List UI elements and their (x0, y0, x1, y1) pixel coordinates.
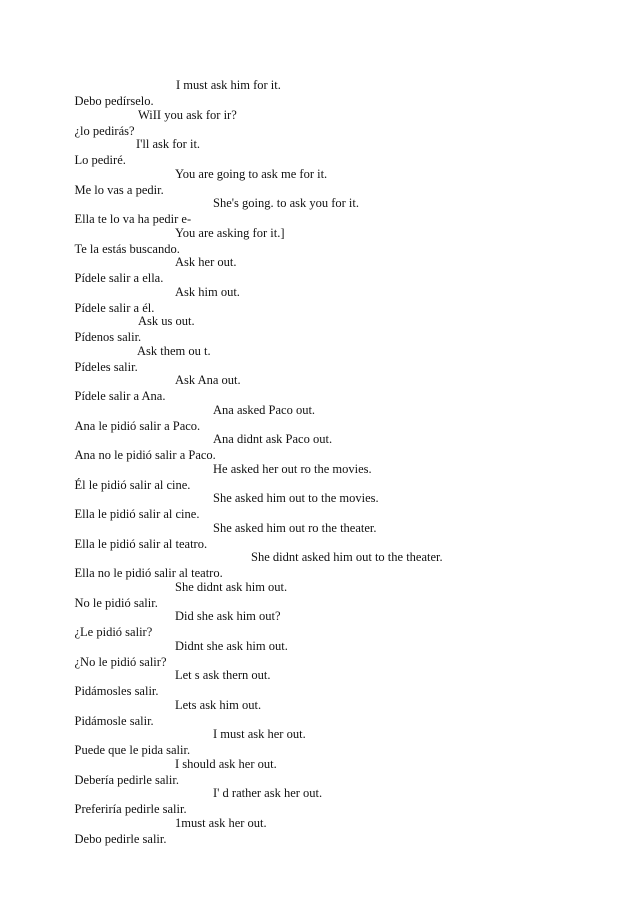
english-text: Ana didnt ask Paco out. (213, 432, 333, 446)
spanish-text: Pídele salir a ella. (74, 271, 164, 285)
english-text: I' d rather ask her out. (213, 786, 323, 800)
english-text: You are asking for it.] (175, 226, 285, 240)
english-text: I'll ask for it. (136, 137, 201, 151)
english-text: She asked him out ro the theater. (213, 521, 377, 535)
english-text: Ask them ou t. (137, 344, 211, 358)
english-text: Ask Ana out. (175, 373, 241, 387)
spanish-text: Pídele salir a Ana. (74, 389, 166, 403)
spanish-text: Debo pedírselo. (74, 94, 154, 108)
english-text: Ask her out. (175, 255, 237, 269)
spanish-text: Ella le pidió salir al teatro. (74, 537, 208, 551)
english-text: You are going to ask me for it. (175, 167, 328, 181)
spanish-text: Ana le pidió salir a Paco. (74, 419, 201, 433)
sentence-pair (62, 815, 267, 879)
spanish-text: Él le pidió salir al cine. (74, 478, 191, 492)
spanish-text: Debería pedirle salir. (74, 773, 179, 787)
english-text: 1must ask her out. (175, 816, 267, 830)
english-text: Lets ask him out. (175, 698, 262, 712)
spanish-text: ¿Le pidió salir? (74, 625, 153, 639)
spanish-text: Debo pedirle salir. (74, 832, 167, 846)
spanish-text: Me lo vas a pedir. (74, 183, 164, 197)
english-text: I must ask him for it. (176, 78, 281, 92)
spanish-text: Te la estás buscando. (74, 242, 180, 256)
english-text: She didnt asked him out to the theater. (251, 550, 443, 564)
spanish-text: Pidámosle salir. (74, 714, 154, 728)
english-text: Did she ask him out? (175, 609, 281, 623)
spanish-text: No le pidió salir. (74, 596, 158, 610)
spanish-text: Pídenos salir. (74, 330, 142, 344)
spanish-text: Ella no le pidió salir al teatro. (74, 566, 223, 580)
spanish-text: Pídeles salir. (74, 360, 138, 374)
spanish-text: Puede que le pida salir. (74, 743, 191, 757)
spanish-text: Pídele salir a él. (74, 301, 155, 315)
english-text: I should ask her out. (175, 757, 277, 771)
spanish-text: Lo pediré. (74, 153, 126, 167)
spanish-text: Ella te lo va ha pedir e- (74, 212, 192, 226)
spanish-text: Pidámosles salir. (74, 684, 159, 698)
english-text: Ana asked Paco out. (213, 403, 316, 417)
english-text: Ask us out. (138, 314, 195, 328)
spanish-text: ¿lo pedirás? (74, 124, 135, 138)
spanish-text: Preferiría pedirle salir. (74, 802, 187, 816)
english-text: I must ask her out. (213, 727, 306, 741)
spanish-text: ¿No le pidió salir? (74, 655, 167, 669)
english-text: Let s ask thern out. (175, 668, 271, 682)
english-text: He asked her out ro the movies. (213, 462, 372, 476)
english-text: She didnt ask him out. (175, 580, 288, 594)
spanish-text: Ella le pidió salir al cine. (74, 507, 200, 521)
english-text: Ask him out. (175, 285, 240, 299)
english-text: She asked him out to the movies. (213, 491, 379, 505)
spanish-text: Ana no le pidió salir a Paco. (74, 448, 216, 462)
english-text: Didnt she ask him out. (175, 639, 288, 653)
english-text: WiII you ask for ir? (138, 108, 237, 122)
english-text: She's going. to ask you for it. (213, 196, 359, 210)
